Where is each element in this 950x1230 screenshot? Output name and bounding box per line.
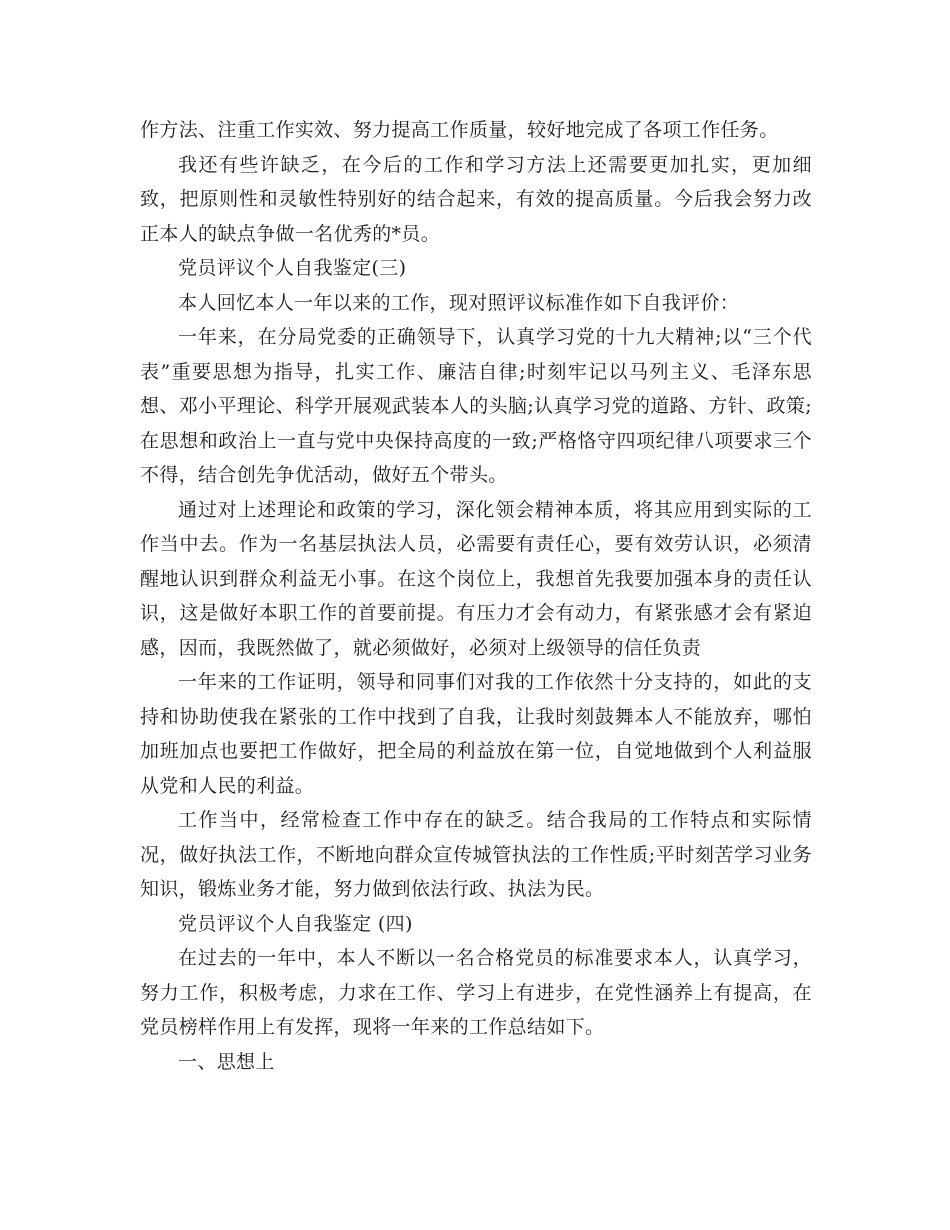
paragraph-theory-application: 通过对上述理论和政策的学习，深化领会精神本质，将其应用到实际的工作当中去。作为一名基层执法人员，必需要有责任心，要有效劳认识，必须清醒地认识到群众利益无小事。在这个岗位上，我想首先我要加强本身的责任认识，这是做好本职工作的首要前提。有压力才会有动力，有紧张感才会有紧迫感，因而，我既然做了，就必须做好，必须对上级领导的信任负责 bbox=[140, 498, 812, 659]
section-heading-3: 党员评议个人自我鉴定(三) bbox=[178, 257, 407, 279]
document-body bbox=[140, 113, 812, 1079]
subheading-ideology: 一、思想上 bbox=[178, 1050, 275, 1073]
paragraph-political-study: 一年来，在分局党委的正确领导下，认真学习党的十九大精神;以“三个代表”重要思想为指导，扎实工作、廉洁自律;时刻牢记以马列主义、毛泽东思想、邓小平理论、科学开展观武装本人的头脑;认真学习党的道路、方针、政策;在思想和政治上一直与党中央保持高度的一致;严格恪守四项纪律八项要求三个不得，结合创先争优活动，做好五个带头。 bbox=[140, 326, 812, 486]
paragraph-shortcomings: 我还有些许缺乏，在今后的工作和学习方法上还需要更加扎实，更加细致，把原则性和灵敏性特别好的结合起来，有效的提高质量。今后我会努力改正本人的缺点争做一名优秀的*员。 bbox=[140, 153, 812, 245]
paragraph-self-check: 工作当中，经常检查工作中存在的缺乏。结合我局的工作特点和实际情况，做好执法工作，不断地向群众宣传城管执法的工作性质;平时刻苦学习业务知识，锻炼业务才能，努力做到依法行政、执法为民。 bbox=[140, 809, 812, 900]
paragraph-year-summary: 在过去的一年中，本人不断以一名合格党员的标准要求本人，认真学习，努力工作，积极考虑，力求在工作、学习上有进步，在党性涵养上有提高，在党员榜样作用上有发挥，现将一年来的工作总结如下。 bbox=[140, 947, 812, 1038]
paragraph-continuation: 作方法、注重工作实效、努力提高工作质量，较好地完成了各项工作任务。 bbox=[140, 119, 779, 141]
section-heading-4: 党员评议个人自我鉴定 (四) bbox=[178, 912, 413, 935]
paragraph-support: 一年来的工作证明，领导和同事们对我的工作依然十分支持的，如此的支持和协助使我在紧张的工作中找到了自我，让我时刻鼓舞本人不能放弃，哪怕加班加点也要把工作做好，把全局的利益放在第一位，自觉地做到个人利益服从党和人民的利益。 bbox=[140, 671, 812, 797]
paragraph-intro: 本人回忆本人一年以来的工作，现对照评议标准作如下自我评价： bbox=[178, 291, 740, 314]
